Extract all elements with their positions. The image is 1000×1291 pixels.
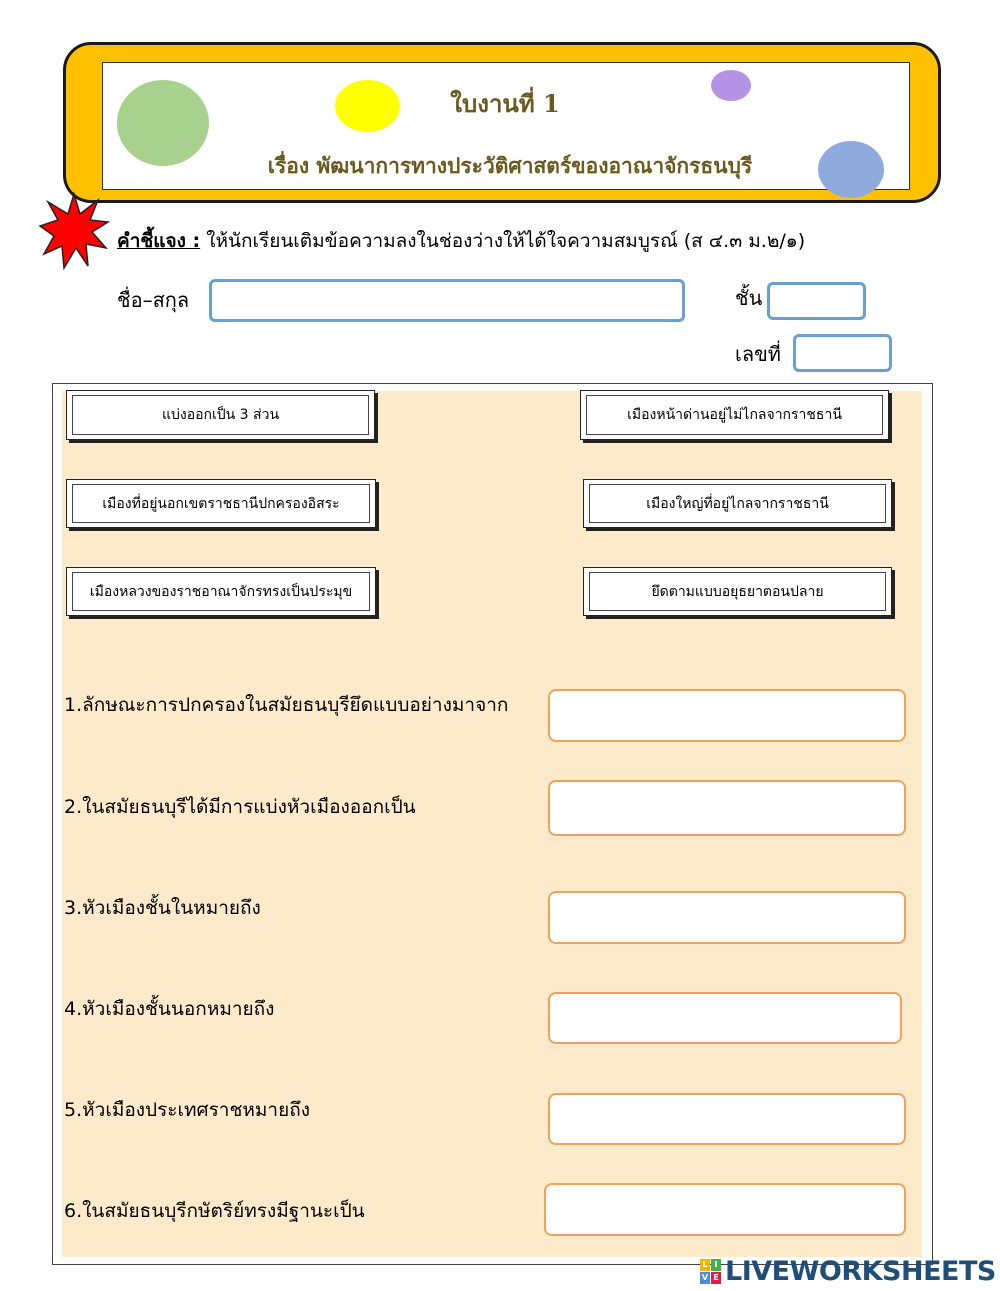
answer-box-5[interactable]: [548, 1093, 906, 1145]
option-text: เมืองหลวงของราชอาณาจักรทรงเป็นประมุข: [72, 572, 370, 611]
option-card[interactable]: [66, 479, 376, 528]
question-5: 5.หัวเมืองประเทศราชหมายถึง: [64, 1099, 310, 1121]
name-label: ชื่อ–สกุล: [117, 288, 190, 312]
option-text: เมืองที่อยู่นอกเขตราชธานีปกครองอิสระ: [72, 484, 370, 523]
answer-box-2[interactable]: [548, 780, 906, 836]
option-text: แบ่งออกเป็น 3 ส่วน: [72, 395, 369, 435]
question-4: 4.หัวเมืองชั้นนอกหมายถึง: [64, 998, 275, 1020]
option-text: เมืองหน้าด่านอยู่ไม่ไกลจากราชธานี: [586, 395, 883, 435]
option-text: ยึดตามแบบอยุธยาตอนปลาย: [589, 572, 886, 611]
option-text: เมืองใหญ่ที่อยู่ไกลจากราชธานี: [589, 484, 886, 523]
instructions: [117, 226, 805, 256]
question-3: 3.หัวเมืองชั้นในหมายถึง: [64, 897, 261, 919]
worksheet-title: ใบงานที่ 1: [450, 89, 560, 118]
number-input[interactable]: [793, 334, 892, 372]
instructions-label: คำชี้แจง :: [117, 230, 201, 252]
answer-box-1[interactable]: [548, 689, 906, 742]
question-2: 2.ในสมัยธนบุรีได้มีการแบ่งหัวเมืองออกเป็น: [64, 796, 416, 818]
answer-box-6[interactable]: [544, 1183, 906, 1236]
question-1: 1.ลักษณะการปกครองในสมัยธนบุรียึดแบบอย่างมาจาก: [64, 694, 509, 716]
worksheet-subtitle: เรื่อง พัฒนาการทางประวัติศาสตร์ของอาณาจักรธนบุรี: [267, 154, 753, 178]
logo-icon: L I V E: [700, 1259, 721, 1284]
class-input[interactable]: [767, 282, 866, 320]
answer-box-4[interactable]: [548, 992, 902, 1044]
option-card[interactable]: [66, 390, 375, 440]
liveworksheets-logo: [700, 1256, 996, 1287]
question-6: 6.ในสมัยธนบุรีกษัตริย์ทรงมีฐานะเป็น: [64, 1200, 365, 1222]
option-card[interactable]: [580, 390, 889, 440]
option-card[interactable]: [583, 479, 892, 528]
number-label: เลขที่: [735, 342, 781, 366]
logo-text: LIVEWORKSHEETS: [725, 1256, 996, 1287]
option-card[interactable]: [66, 567, 376, 616]
answer-box-3[interactable]: [548, 891, 906, 944]
name-input[interactable]: [209, 279, 685, 322]
starburst-icon: [38, 192, 110, 270]
option-card[interactable]: [583, 567, 892, 616]
instructions-text: ให้นักเรียนเติมข้อความลงในช่องว่างให้ได้ใจความสมบูรณ์ (ส ๔.๓ ม.๒/๑): [200, 230, 806, 252]
class-label: ชั้น: [735, 286, 763, 310]
